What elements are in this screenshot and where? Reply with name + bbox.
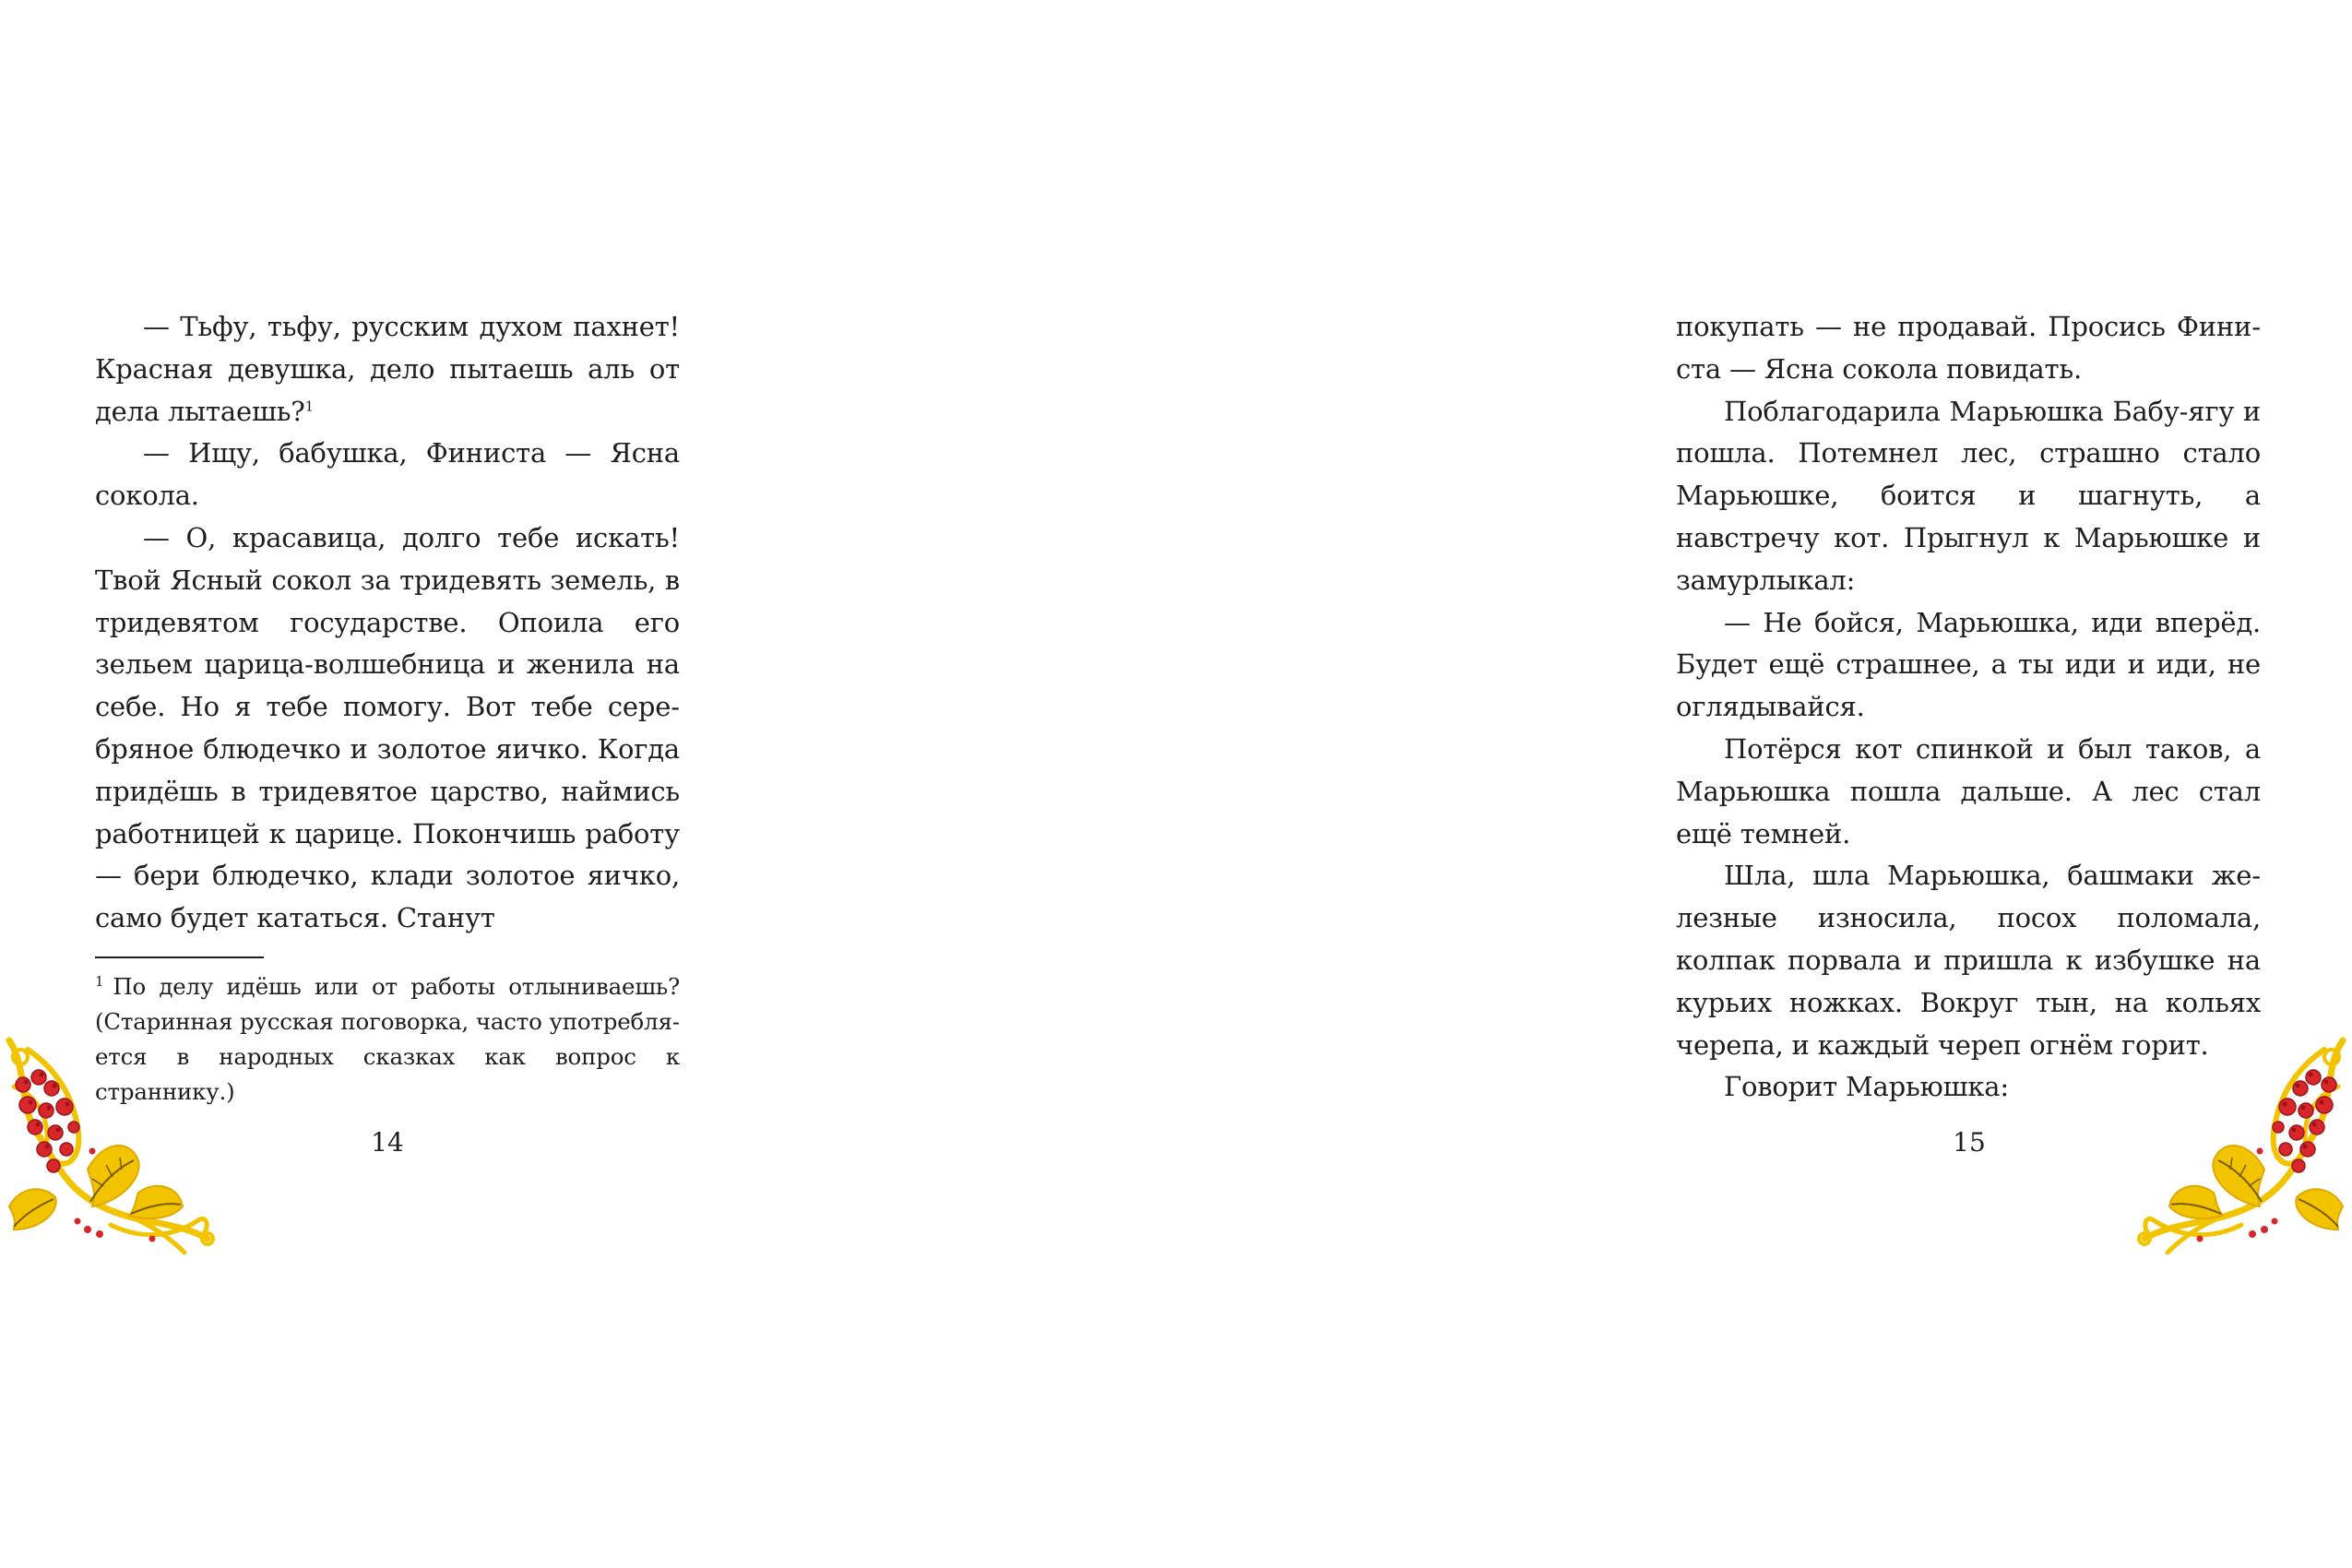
- paragraph: Говорит Марьюшка:: [1724, 1071, 2009, 1103]
- footnote-reference[interactable]: 1: [304, 397, 314, 414]
- left-page: [0, 0, 784, 1568]
- paragraph: Шла, шла Марьюшка, башмаки железные износила, посох поломала, колпак порвала и пришла к избушке на курьих ножках. Вокруг тын, на кольях черепа, и каждый череп огнём горит.: [1676, 860, 2261, 1061]
- right-page: [784, 0, 2261, 1568]
- khokhloma-corner-ornament-mirrored-icon: [2131, 1031, 2352, 1253]
- footnote-divider: [95, 956, 264, 958]
- page-number-left: 14: [371, 1127, 404, 1158]
- page-number-right: 15: [1953, 1127, 1986, 1158]
- footnote-text: По делу идёшь или от работы отлыниваешь? (Старинная русская поговорка, часто употребляется в народных сказках как вопрос к страннику.): [95, 973, 680, 1105]
- footnote-marker: 1: [95, 972, 104, 990]
- paragraph: — Тьфу, тьфу, русским духом пахнет! Красная девушка, дело пытаешь аль от дела лытаешь?$^1$: [95, 311, 680, 427]
- paragraph: покупать — не продавай. Просись Финиста — Ясна сокола повидать.: [1676, 311, 2261, 385]
- left-page-text: [95, 306, 680, 940]
- khokhloma-corner-ornament-icon: [0, 1031, 221, 1253]
- paragraph: Поблагодарила Марьюшка Бабу-ягу и пошла. Потемнел лес, страшно стало Марьюшке, боится и шагнуть, а навстречу кот. Прыгнул к Марьюшке и замурлыкал:: [1676, 395, 2261, 596]
- paragraph: — Не бойся, Марьюшка, иди вперёд. Будет ещё страшнее, а ты иди и иди, не оглядывайся.: [1676, 606, 2261, 723]
- right-page-text: [1676, 306, 2261, 1109]
- paragraph: — О, красавица, долго тебе искать! Твой Ясный сокол за тридевять земель, в тридевятом государстве. Опоила его зельем царица-волшебница и женила на себе. Но я тебе помогу. Вот тебе серебряное блюдечко и золотое яичко. Когда придёшь в тридевятое царство, наймись работницей к царице. Покончишь работу — бери блюдечко, клади золотое яичко, само будет кататься. Станут: [95, 521, 680, 934]
- paragraph: — Ищу, бабушка, Финиста — Ясна сокола.: [95, 437, 680, 512]
- paragraph: Потёрся кот спинкой и был таков, а Марьюшка пошла дальше. А лес стал ещё темней.: [1676, 732, 2261, 849]
